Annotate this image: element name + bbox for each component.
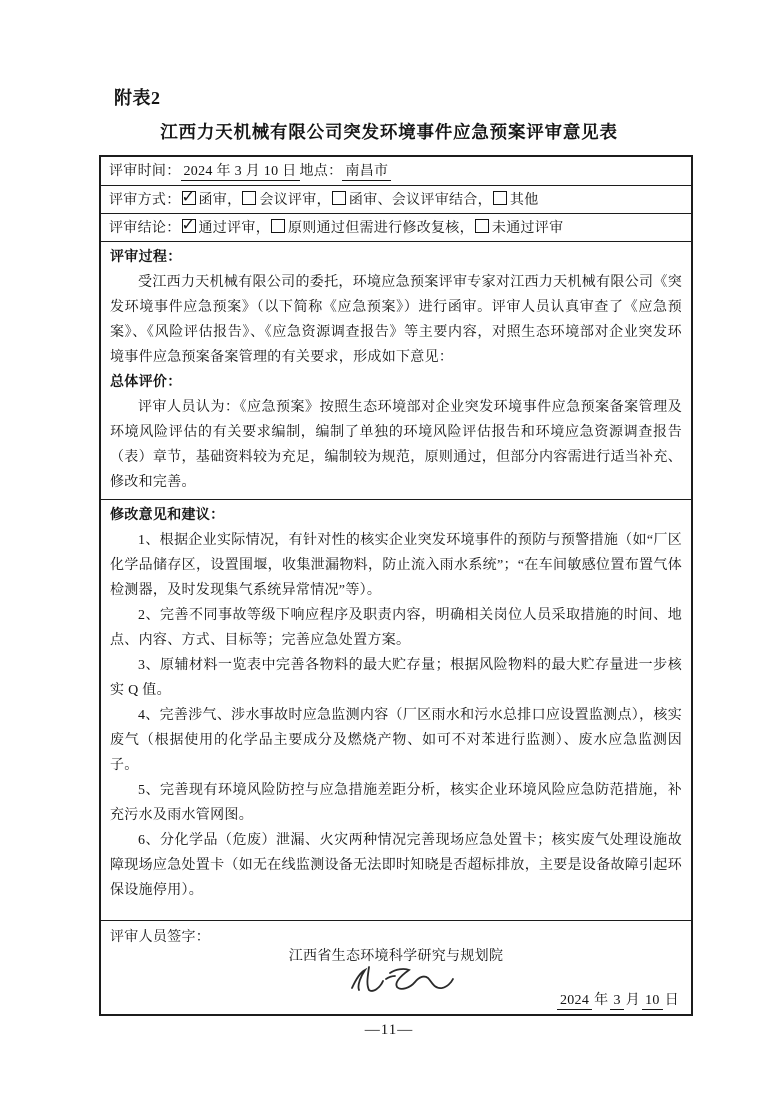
suggestion-item: 6、分化学品（危废）泄漏、火灾两种情况完善现场应急处置卡；核实废气处理设施故障现场应急处置卡（如无在线监测设备无法即时知晓是否超标排放，主要是设备故障引起环保设施停用）。 bbox=[110, 833, 682, 898]
page-number: —11— bbox=[364, 1022, 414, 1038]
review-time-row bbox=[101, 157, 691, 185]
date-day-unit: 日 bbox=[664, 993, 679, 1008]
date-day: 10 bbox=[642, 993, 663, 1010]
checkbox-unchecked-icon bbox=[271, 219, 285, 233]
checkbox-unchecked-icon bbox=[475, 219, 489, 233]
signoff-cell bbox=[101, 920, 691, 1014]
suggestions-heading: 修改意见和建议： bbox=[110, 508, 225, 523]
review-method-row bbox=[101, 185, 691, 213]
review-time-label: 评审时间： bbox=[109, 164, 181, 179]
date-month-unit: 月 bbox=[625, 993, 641, 1008]
conclusion-option-label: 原则通过但需进行修改复核， bbox=[288, 221, 474, 236]
checkbox-unchecked-icon bbox=[242, 191, 256, 205]
process-paragraph: 受江西力天机械有限公司的委托，环境应急预案评审专家对江西力天机械有限公司《突发环境事件应急预案》（以下简称《应急预案》）进行函审。评审人员认真审查了《应急预案》、《风险评估报告》、《应急资源调查报告》等主要内容，对照生态环境部对企业突发环境事件应急预案备案管理的有关要求，形成如下意见： bbox=[110, 275, 682, 365]
method-option-label: 会议评审， bbox=[259, 193, 331, 208]
date-month: 3 bbox=[610, 993, 623, 1010]
checkbox-checked-icon bbox=[182, 191, 196, 205]
process-heading: 评审过程： bbox=[110, 250, 182, 265]
review-conclusion-label: 评审结论： bbox=[109, 221, 181, 236]
date-year-unit: 年 bbox=[594, 993, 609, 1008]
suggestion-item: 2、完善不同事故等级下响应程序及职责内容，明确相关岗位人员采取措施的时间、地点、内容、方式、目标等；完善应急处置方案。 bbox=[110, 608, 682, 648]
review-method-label: 评审方式： bbox=[109, 193, 181, 208]
overall-evaluation-paragraph: 评审人员认为：《应急预案》按照生态环境部对企业突发环境事件应急预案备案管理及环境风险评估的有关要求编制，编制了单独的环境风险评估报告和环境应急资源调查报告（表）章节，基础资料较为充足，编制较为规范，原则通过，但部分内容需进行适当补充、修改和完善。 bbox=[110, 400, 682, 490]
overall-evaluation-heading: 总体评价： bbox=[110, 375, 182, 390]
suggestion-item: 3、原辅材料一览表中完善各物料的最大贮存量；根据风险物料的最大贮存量进一步核实 Q 值。 bbox=[110, 658, 682, 698]
review-process-cell bbox=[101, 241, 691, 499]
page-title: 江西力天机械有限公司突发环境事件应急预案评审意见表 bbox=[160, 122, 618, 142]
handwritten-signature bbox=[342, 963, 462, 1004]
suggestions-cell bbox=[101, 499, 691, 920]
signoff-organization: 江西省生态环境科学研究与规划院 bbox=[288, 949, 504, 964]
review-time-value: 2024 年 3 月 10 日 bbox=[181, 164, 300, 181]
conclusion-option-label: 通过评审， bbox=[198, 221, 270, 236]
date-year: 2024 bbox=[557, 993, 592, 1010]
review-conclusion-row bbox=[101, 213, 691, 241]
suggestion-item: 4、完善涉气、涉水事故时应急监测内容（厂区雨水和污水总排口应设置监测点），核实废气（根据使用的化学品主要成分及燃烧产物、如可不对苯进行监测）、废水应急监测因子。 bbox=[110, 708, 682, 773]
suggestion-item: 1、根据企业实际情况，有针对性的核实企业突发环境事件的预防与预警措施（如“厂区化学品储存区，设置围堰，收集泄漏物料，防止流入雨水系统”；“在车间敏感位置布置气体检测器，及时发现集气系统异常情况”等）。 bbox=[110, 533, 682, 598]
conclusion-option-label: 未通过评审 bbox=[491, 221, 564, 236]
checkbox-unchecked-icon bbox=[493, 191, 507, 205]
review-place-label: 地点： bbox=[299, 164, 343, 179]
method-option-label: 其他 bbox=[509, 193, 539, 208]
signoff-label: 评审人员签字： bbox=[110, 930, 211, 945]
method-option-label: 函审、会议评审结合， bbox=[348, 193, 492, 208]
review-place-value: 南昌市 bbox=[342, 164, 391, 181]
checkbox-checked-icon bbox=[182, 219, 196, 233]
signoff-date bbox=[557, 989, 681, 1009]
method-option-label: 函审， bbox=[198, 193, 242, 208]
attachment-label: 附表2 bbox=[114, 88, 161, 108]
review-table bbox=[99, 155, 693, 1016]
checkbox-unchecked-icon bbox=[332, 191, 346, 205]
suggestion-item: 5、完善现有环境风险防控与应急措施差距分析，核实企业环境风险应急防范措施，补充污水及雨水管网图。 bbox=[110, 783, 682, 823]
